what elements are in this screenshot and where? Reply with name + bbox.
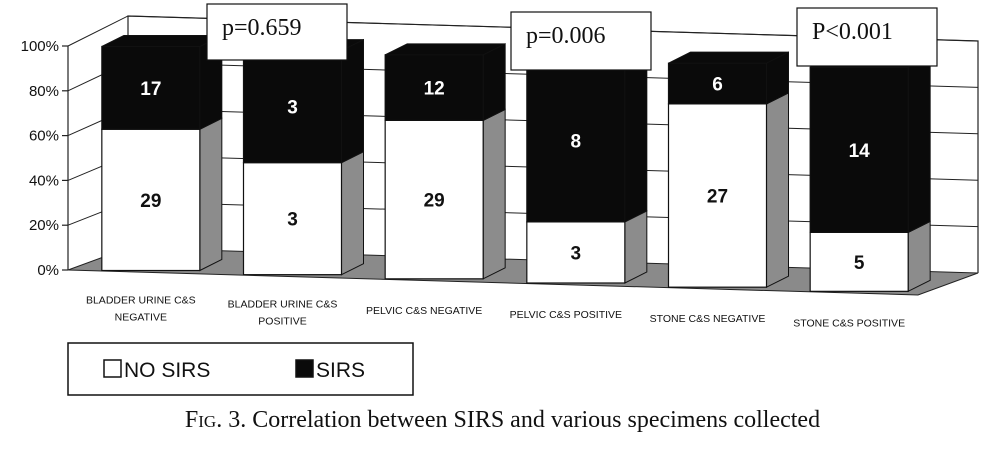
p-value-text: p=0.006 <box>526 23 606 49</box>
legend <box>68 343 413 395</box>
legend-label-no-sirs: NO SIRS <box>124 359 211 382</box>
bar-top-face <box>102 35 222 46</box>
legend-swatch-sirs <box>296 360 313 377</box>
bar-group <box>244 40 364 275</box>
bar-segment-side-no-sirs <box>767 93 789 287</box>
p-value-annotations <box>207 4 937 70</box>
x-category-label: STONE C&S POSITIVE <box>793 317 906 330</box>
legend-label-sirs: SIRS <box>316 359 366 382</box>
y-tick-label: 0% <box>37 262 59 279</box>
bar-group <box>669 52 789 287</box>
data-label-sirs: 14 <box>848 140 870 162</box>
bar-segment-side-no-sirs <box>342 152 364 275</box>
data-label-sirs: 17 <box>140 78 162 100</box>
bar-segment-side-sirs <box>908 56 930 232</box>
data-label-no-sirs: 5 <box>853 252 865 274</box>
bar-group <box>810 56 930 291</box>
x-category-label: BLADDER URINE C&S <box>85 294 196 307</box>
bar-segment-side-no-sirs <box>908 221 930 291</box>
bar-segment-side-sirs <box>625 48 647 222</box>
bar-group <box>527 48 647 283</box>
y-axis <box>21 38 68 279</box>
data-label-no-sirs: 3 <box>570 243 582 265</box>
y-tick-label: 40% <box>28 172 59 190</box>
data-label-no-sirs: 29 <box>140 190 162 212</box>
data-label-sirs: 8 <box>570 131 582 153</box>
bar-top-face <box>385 44 505 55</box>
bar-group <box>102 35 222 270</box>
data-label-sirs: 6 <box>712 74 723 96</box>
bar-segment-side-no-sirs <box>625 211 647 283</box>
legend-swatch-no-sirs <box>104 360 121 377</box>
x-category-label: BLADDER URINE C&S <box>227 298 338 311</box>
p-value-text: p=0.659 <box>222 15 302 41</box>
x-category-label: POSITIVE <box>258 315 307 328</box>
bar-segment-side-no-sirs <box>200 118 222 270</box>
x-axis-labels <box>86 294 905 329</box>
bar-group <box>385 44 505 279</box>
data-label-no-sirs: 29 <box>423 190 445 212</box>
data-label-no-sirs: 27 <box>706 186 729 208</box>
figure-caption <box>0 407 1005 434</box>
x-category-label: STONE C&S NEGATIVE <box>649 313 766 326</box>
y-tick-label: 20% <box>28 217 59 235</box>
bar-segment-side-sirs <box>483 44 505 121</box>
data-label-sirs: 3 <box>287 97 298 119</box>
bar-top-face <box>669 52 789 63</box>
data-label-sirs: 12 <box>423 78 445 100</box>
caption-fig-label: Fig. <box>184 407 223 433</box>
x-category-label: PELVIC C&S POSITIVE <box>509 308 623 321</box>
y-tick-label: 100% <box>20 38 59 55</box>
y-tick-label: 60% <box>28 127 59 145</box>
bar-segment-side-no-sirs <box>483 109 505 278</box>
x-category-label: NEGATIVE <box>114 311 167 324</box>
data-label-no-sirs: 3 <box>287 209 298 231</box>
y-tick-label: 80% <box>28 82 59 100</box>
caption-text: 3. Correlation between SIRS and various specimens collected <box>222 407 821 433</box>
x-category-label: PELVIC C&S NEGATIVE <box>366 304 483 317</box>
p-value-text: P<0.001 <box>812 19 893 45</box>
